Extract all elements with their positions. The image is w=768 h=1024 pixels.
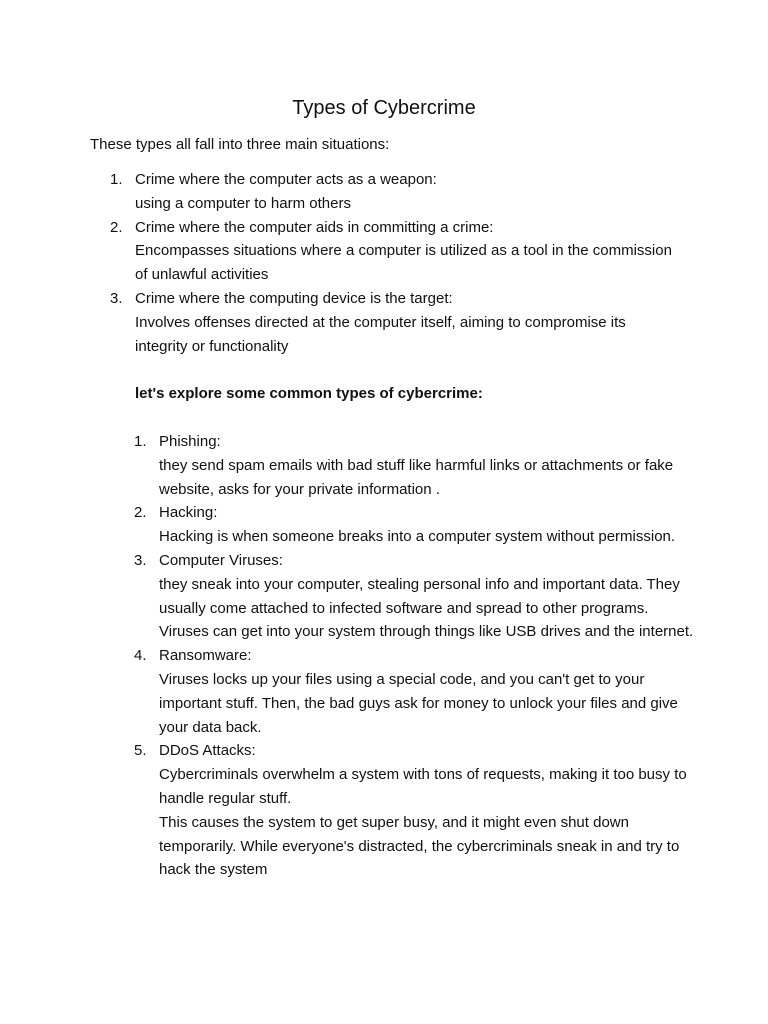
list-item-description: they send spam emails with bad stuff like harmful links or attachments or fake website, asks for your private information . — [159, 456, 674, 498]
section-subheading: let's explore some common types of cybercrime: — [135, 385, 483, 402]
list-item-description: Involves offenses directed at the computer itself, aiming to compromise its integrity or functionality — [135, 313, 626, 355]
list-item-title: DDoS Attacks: — [159, 742, 256, 760]
list-item-title: Ransomware: — [159, 647, 252, 665]
list-item-description: they sneak into your computer, stealing personal info and important data. They usually come attached to infected software and spread to other programs. Viruses can get into your system through things like USB drives and the internet. — [159, 575, 694, 641]
list-item — [110, 168, 680, 216]
list-item — [134, 430, 694, 501]
situations-list — [110, 168, 680, 358]
list-item-number: 5. — [134, 742, 147, 760]
list-item-title: Phishing: — [159, 433, 221, 450]
list-item-title: Crime where the computer acts as a weapon: — [135, 171, 437, 188]
list-item-description: Encompasses situations where a computer is utilized as a tool in the commission of unlawful activities — [135, 242, 672, 284]
list-item-title: Crime where the computer aids in committing a crime: — [135, 218, 494, 236]
list-item — [110, 216, 680, 287]
list-item-description: Hacking is when someone breaks into a computer system without permission. — [159, 528, 676, 546]
list-item-title: Computer Viruses: — [159, 551, 283, 569]
list-item-number: 1. — [110, 171, 123, 188]
list-item — [134, 739, 694, 882]
list-item-number: 2. — [134, 504, 147, 522]
list-item-number: 1. — [134, 433, 147, 450]
list-item-description-continued: This causes the system to get super busy, and it might even shut down temporarily. While everyone's distracted, the cybercriminals sneak in and try to hack the system — [159, 813, 680, 879]
list-item-title: Crime where the computing device is the target: — [135, 289, 453, 307]
list-item — [110, 287, 680, 358]
list-item-description: using a computer to harm others — [135, 194, 351, 212]
list-item-number: 4. — [134, 647, 147, 665]
list-item-description: Viruses locks up your files using a special code, and you can't get to your important stuff. Then, the bad guys ask for money to unlock your files and give your data back. — [159, 670, 678, 736]
list-item-title: Hacking: — [159, 504, 218, 522]
list-item-number: 3. — [110, 289, 123, 307]
list-item-description: Cybercriminals overwhelm a system with tons of requests, making it too busy to handle regular stuff. — [159, 766, 687, 807]
list-item-number: 2. — [110, 218, 123, 236]
list-item — [134, 501, 694, 549]
cybercrime-types-list — [134, 430, 694, 882]
page-title: Types of Cybercrime — [292, 97, 476, 119]
list-item — [134, 644, 694, 739]
list-item-number: 3. — [134, 551, 147, 569]
list-item — [134, 549, 694, 644]
intro-text: These types all fall into three main situations: — [90, 136, 390, 153]
